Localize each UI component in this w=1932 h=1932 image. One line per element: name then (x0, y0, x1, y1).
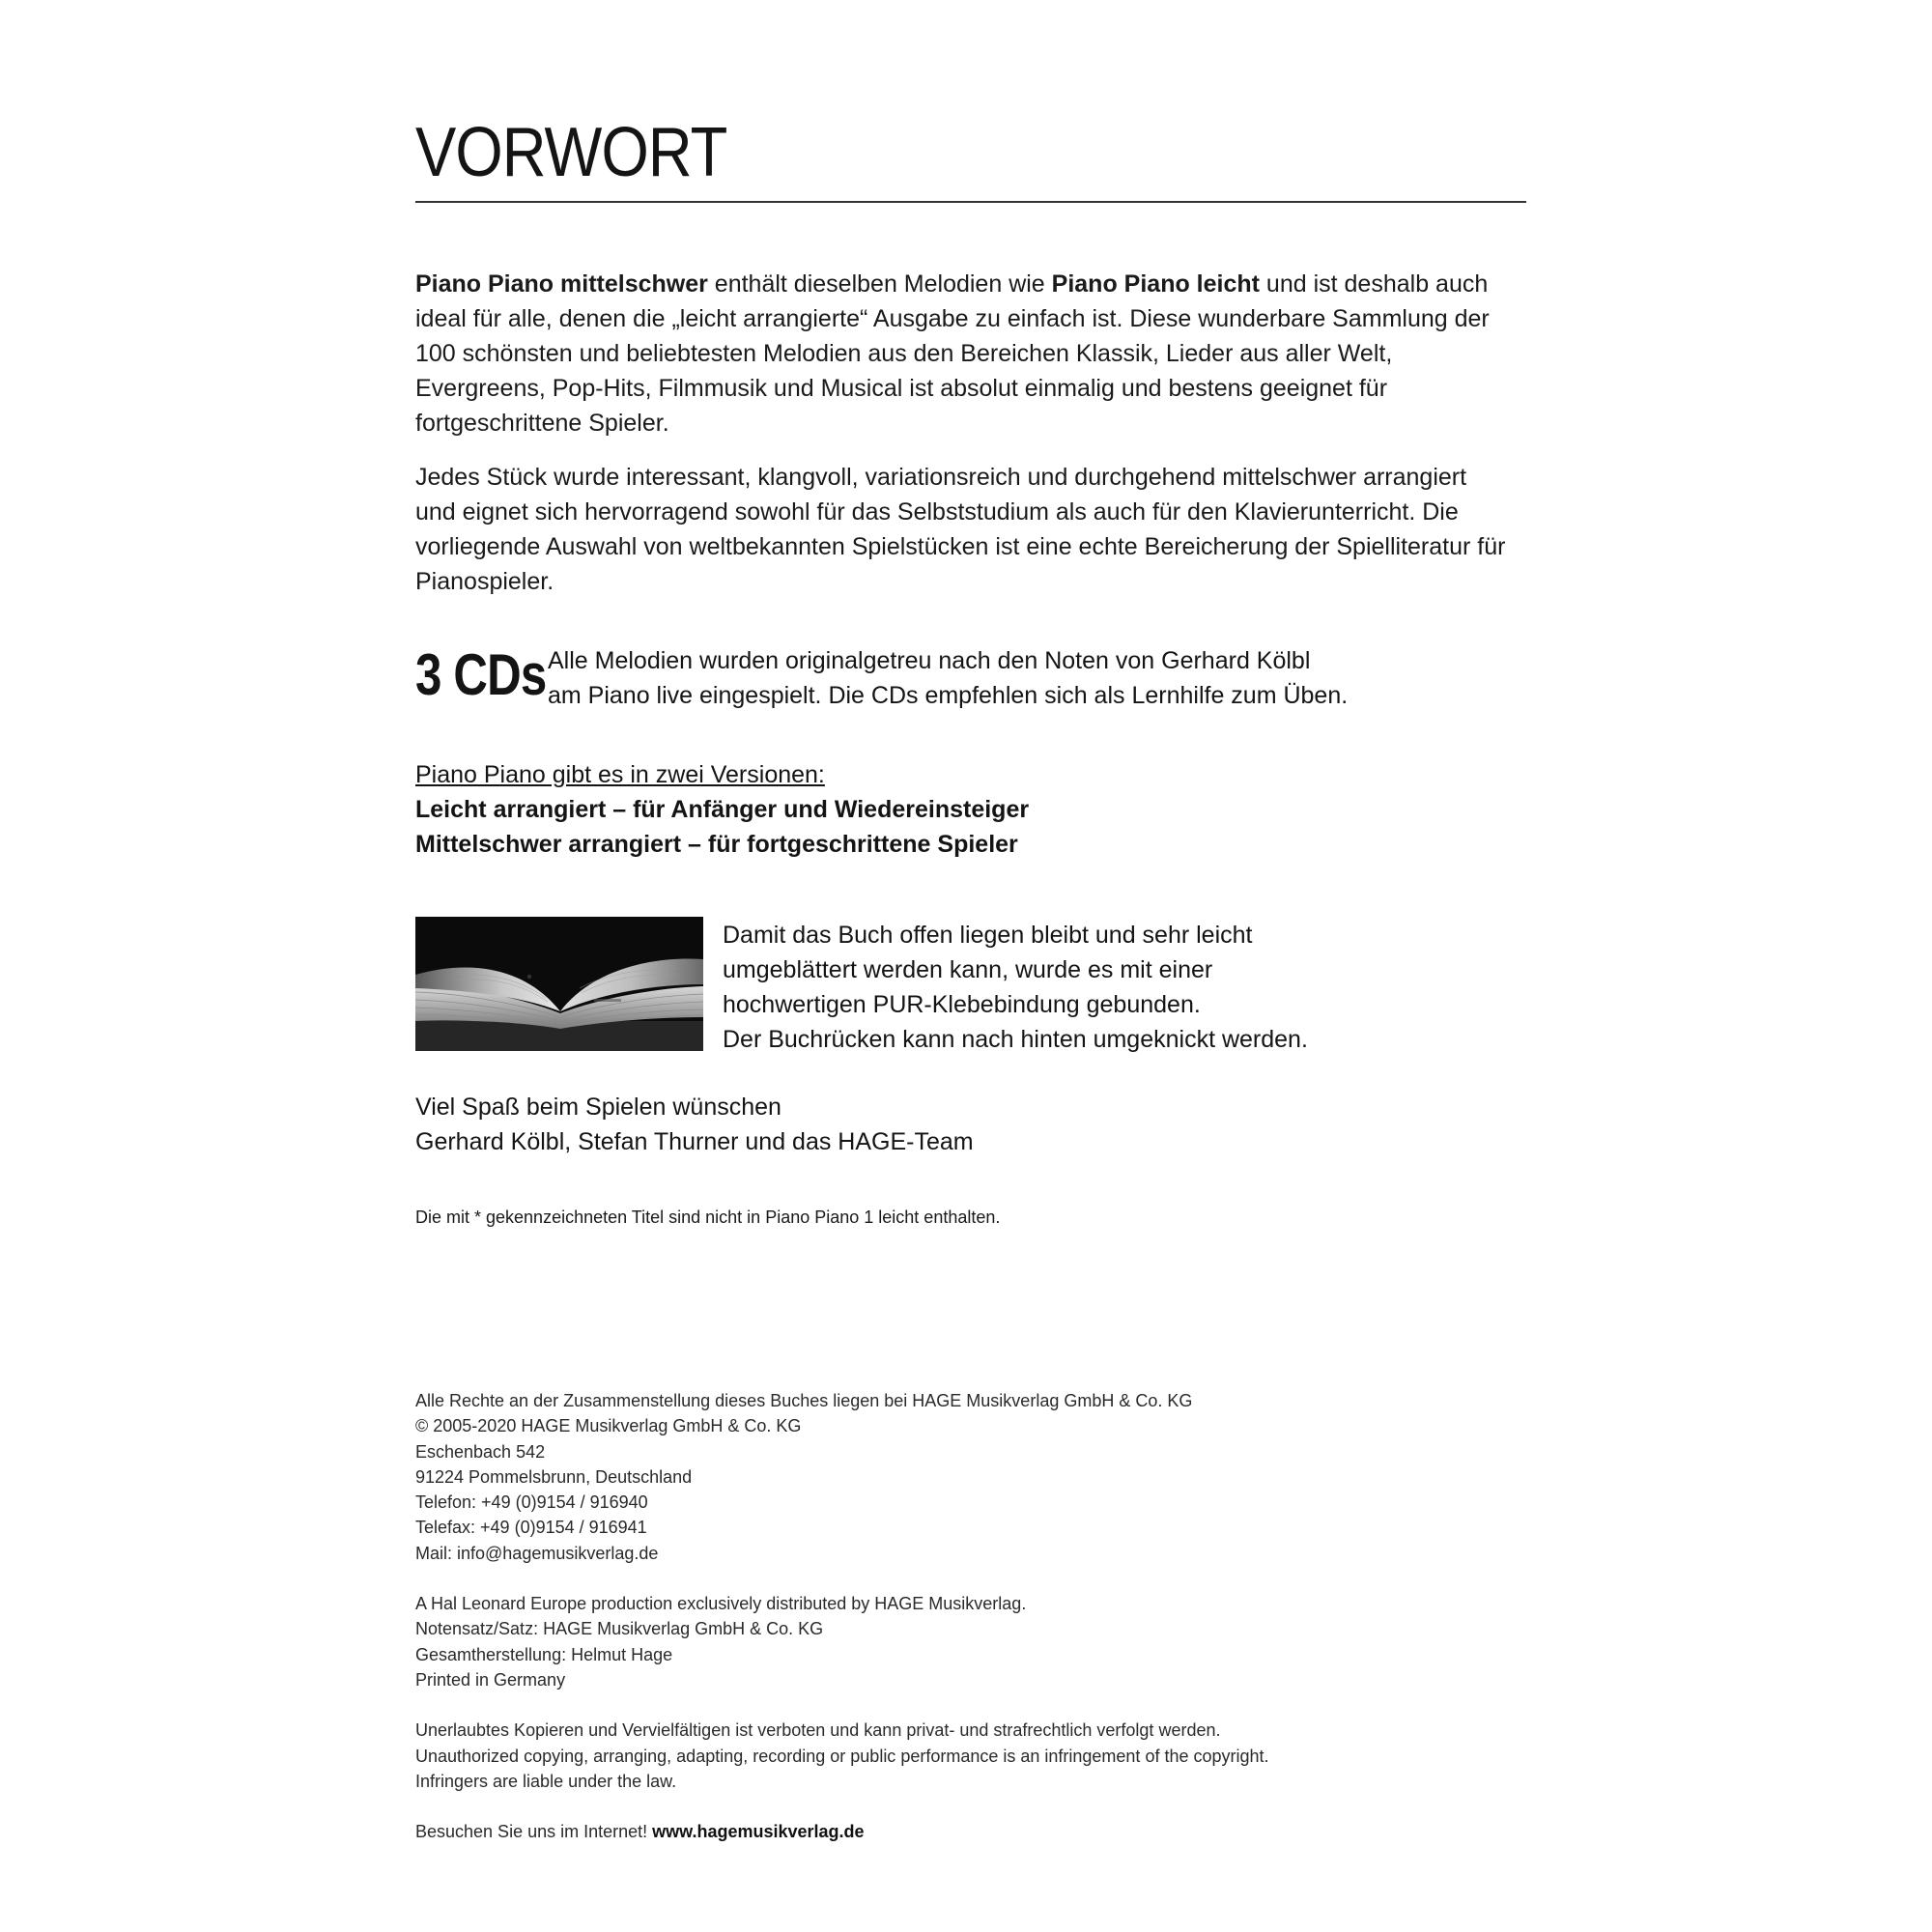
intro-text-2: und ist deshalb auch ideal für alle, denen die „leicht arrangierte“ Ausgabe zu einfach ist. Diese wunderbare Sammlung der 100 schönsten und beliebtesten Melodien aus den Bereichen Klassik, Lieder aus aller Welt, Evergreens, Pop-Hits, Filmmusik und Musical ist absolut einmalig und bestens geeignet für fortgeschrittene Spieler. (415, 270, 1490, 437)
copy-warning-en-2: Infringers are liable under the law. (415, 1771, 677, 1791)
binding-line-1: Damit das Buch offen liegen bleibt und sehr leicht (723, 922, 1253, 949)
closing-line-1: Viel Spaß beim Spielen wünschen (415, 1094, 781, 1121)
copy-warning-de: Unerlaubtes Kopieren und Vervielfältigen ist verboten und kann privat- und strafrechtlich verfolgt werden. (415, 1720, 1221, 1741)
closing-greeting (415, 1090, 1381, 1159)
imprint-city: 91224 Pommelsbrunn, Deutschland (415, 1466, 693, 1487)
arrangement-paragraph: Jedes Stück wurde interessant, klangvoll, variationsreich und durchgehend mittelschwer arrangiert und eignet sich hervorragend sowohl für das Selbststudium als auch für den Klavierunterricht. Die vorliegende Auswahl von weltbekannten Spielstücken ist eine echte Bereicherung der Spielliteratur für Pianospieler. (415, 464, 1506, 595)
imprint-printed: Printed in Germany (415, 1669, 566, 1690)
imprint-copyright: © 2005-2020 HAGE Musikverlag GmbH & Co. KG (415, 1416, 802, 1436)
closing-signature: Gerhard Kölbl, Stefan Thurner und das HAGE-Team (415, 1128, 974, 1155)
imprint-street: Eschenbach 542 (415, 1441, 546, 1462)
imprint-rights: Alle Rechte an der Zusammenstellung dieses Buches liegen bei HAGE Musikverlag GmbH & Co. KG (415, 1391, 1193, 1410)
binding-line-4: Der Buchrücken kann nach hinten umgeknickt werden. (723, 1026, 1308, 1053)
binding-description (723, 918, 1495, 1057)
intro-text-1: enthält dieselben Melodien wie (707, 270, 1052, 298)
imprint-fax: Telefax: +49 (0)9154 / 916941 (415, 1518, 647, 1538)
visit-website-line (415, 1819, 1478, 1844)
cds-line-1: Alle Melodien wurden originalgetreu nach den Noten von Gerhard Kölbl (548, 647, 1311, 674)
imprint-spacer (415, 1794, 1478, 1819)
version-medium: Mittelschwer arrangiert – für fortgeschrittene Spieler (415, 831, 1018, 858)
page-title: VORWORT (415, 114, 727, 191)
website-link[interactable]: www.hagemusikverlag.de (652, 1822, 865, 1842)
footnote: Die mit * gekennzeichneten Titel sind nicht in Piano Piano 1 leicht enthalten. (415, 1208, 1001, 1227)
imprint-overall: Gesamtherstellung: Helmut Hage (415, 1644, 673, 1664)
binding-line-3: hochwertigen PUR-Klebebindung gebunden. (723, 991, 1201, 1018)
title-divider (415, 201, 1526, 203)
copy-warning-en-1: Unauthorized copying, arranging, adapting, recording or public performance is an infringement of the copyright. (415, 1746, 1269, 1766)
intro-bold-product: Piano Piano mittelschwer (415, 270, 708, 298)
cds-description (548, 643, 1417, 713)
version-easy: Leicht arrangiert – für Anfänger und Wiedereinsteiger (415, 796, 1030, 823)
open-book-photo (415, 917, 703, 1051)
imprint-block (415, 1388, 1478, 1844)
imprint-spacer (415, 1692, 1478, 1718)
cds-label: 3 CDs (415, 642, 547, 707)
versions-block (415, 757, 1507, 862)
cds-line-2: am Piano live eingespielt. Die CDs empfehlen sich als Lernhilfe zum Üben. (548, 682, 1349, 709)
binding-line-2: umgeblättert werden kann, wurde es mit einer (723, 956, 1213, 983)
imprint-phone: Telefon: +49 (0)9154 / 916940 (415, 1492, 648, 1513)
imprint-mail: Mail: info@hagemusikverlag.de (415, 1543, 659, 1563)
document-page (415, 0, 1526, 1932)
intro-paragraph (415, 267, 1507, 440)
imprint-spacer (415, 1566, 1478, 1591)
imprint-production: A Hal Leonard Europe production exclusively distributed by HAGE Musikverlag. (415, 1594, 1027, 1614)
open-book-illustration (415, 917, 703, 1051)
intro-bold-easy-version: Piano Piano leicht (1051, 270, 1260, 298)
visit-text: Besuchen Sie uns im Internet! (415, 1822, 653, 1842)
versions-heading: Piano Piano gibt es in zwei Versionen: (415, 761, 825, 788)
imprint-notation: Notensatz/Satz: HAGE Musikverlag GmbH & Co. KG (415, 1619, 824, 1639)
